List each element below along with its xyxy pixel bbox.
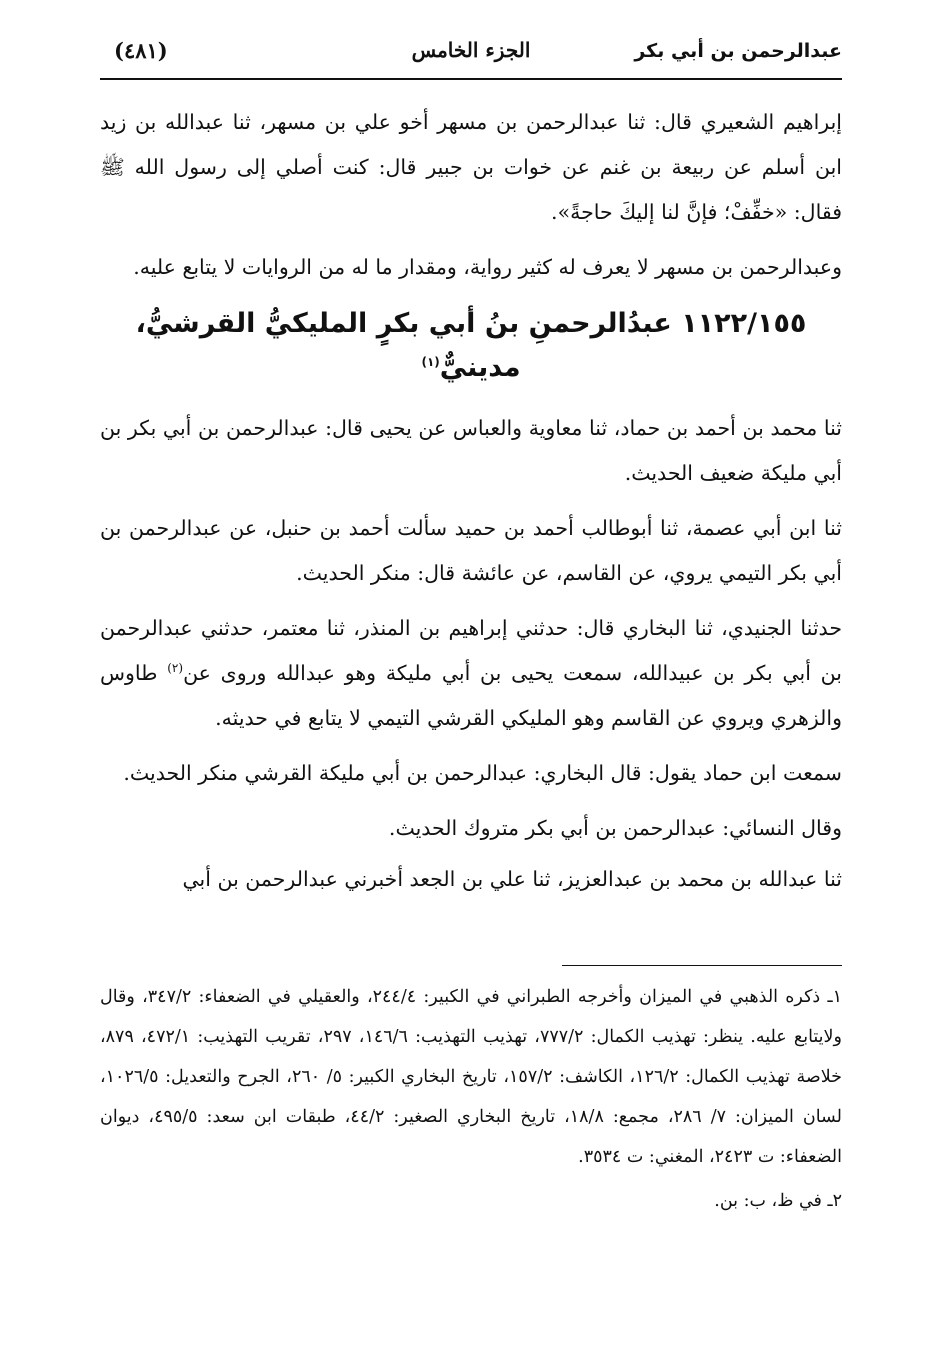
bukhari-text-b: طاوس والزهري ويروي عن القاسم وهو المليكي القرشي التيمي لا يتابع في حديثه. <box>100 661 842 730</box>
header-part: الجزء الخامس <box>411 38 531 62</box>
bukhari-text-a: حدثنا الجنيدي، ثنا البخاري قال: حدثني إبراهيم بن المنذر، ثنا معتمر، حدثني عبدالرحمن بن أبي بكر بن عبيدالله، سمعت يحيى بن أبي مليكة وهو عبدالله وروى عن <box>100 616 842 685</box>
paragraph-hadith: إبراهيم الشعيري قال: ثنا عبدالرحمن بن مسهر أخو علي بن مسهر، ثنا عبدالله بن زيد ابن أسلم عن ربيعة بن غنم عن خوات بن جبير قال: كنت أصلي إلى رسول الله ﷺ فقال: «خفِّفْ؛ فإنَّ لنا إليكَ حاجةً». <box>100 110 842 224</box>
paragraph-ahmad: ثنا ابن أبي عصمة، ثنا أبوطالب أحمد بن حميد سألت أحمد بن حنبل، عن عبدالرحمن بن أبي بكر التيمي يروي، عن القاسم، عن عائشة قال: منكر الحديث. <box>100 516 842 585</box>
running-header <box>100 34 842 74</box>
footnote-rule <box>562 965 842 966</box>
paragraph-comment: وعبدالرحمن بن مسهر لا يعرف له كثير رواية، ومقدار ما له من الروايات لا يتابع عليه. <box>133 255 842 279</box>
paragraph-continuation: ثنا عبدالله بن محمد بن عبدالعزيز، ثنا علي بن الجعد أخبرني عبدالرحمن بن أبي <box>182 867 842 891</box>
footnote-ref-1: (١) <box>421 355 440 369</box>
entry-heading-text: ١١٢٢/١٥٥ عبدُالرحمنِ بنُ أبي بكرٍ المليكيُّ القرشيُّ، مدينيٌّ <box>135 308 807 383</box>
paragraph-ibn-hammad: سمعت ابن حماد يقول: قال البخاري: عبدالرحمن بن أبي مليكة القرشي منكر الحديث. <box>123 761 842 785</box>
footnote-2: ٢ـ في ظ، ب: بن. <box>714 1191 842 1211</box>
entry-heading <box>100 302 842 390</box>
header-rule <box>100 78 842 80</box>
main-text <box>100 100 842 912</box>
paragraph-bukhari <box>100 606 842 741</box>
footnote-ref-2: (٢) <box>167 661 184 676</box>
page-number: (٤٨١) <box>114 38 168 63</box>
header-author: عبدالرحمن بن أبي بكر <box>634 40 842 62</box>
footnotes <box>100 977 842 1225</box>
paragraph-nasai: وقال النسائي: عبدالرحمن بن أبي بكر متروك الحديث. <box>388 816 842 840</box>
footnote-1: ١ـ ذكره الذهبي في الميزان وأخرجه الطبراني في الكبير: ٢٤٤/٤، والعقيلي في الضعفاء: ٣٤٧/٢، وقال ولايتابع عليه. ينظر: تهذيب الكمال: ٧٧٧/٢، تهذيب التهذيب: ١٤٦/٦، ٢٩٧، تقريب التهذيب: ٤٧٢/١، ٨٧٩، خلاصة تهذيب الكمال: ١٢٦/٢، الكاشف: ١٥٧/٢، تاريخ البخاري الكبير: ٥/ ٢٦٠، الجرح والتعديل: ١٠٢٦/٥، لسان الميزان: ٧/ ٢٨٦، مجمع: ١٨/٨، تاريخ البخاري الصغير: ٤٤/٢، طبقات ابن سعد: ٤٩٥/٥، ديوان الضعفاء: ت ٢٤٢٣، المغني: ت ٣٥٣٤. <box>100 987 843 1167</box>
paragraph-yahya: ثنا محمد بن أحمد بن حماد، ثنا معاوية والعباس عن يحيى قال: عبدالرحمن بن أبي بكر بن أبي مليكة ضعيف الحديث. <box>100 416 842 485</box>
